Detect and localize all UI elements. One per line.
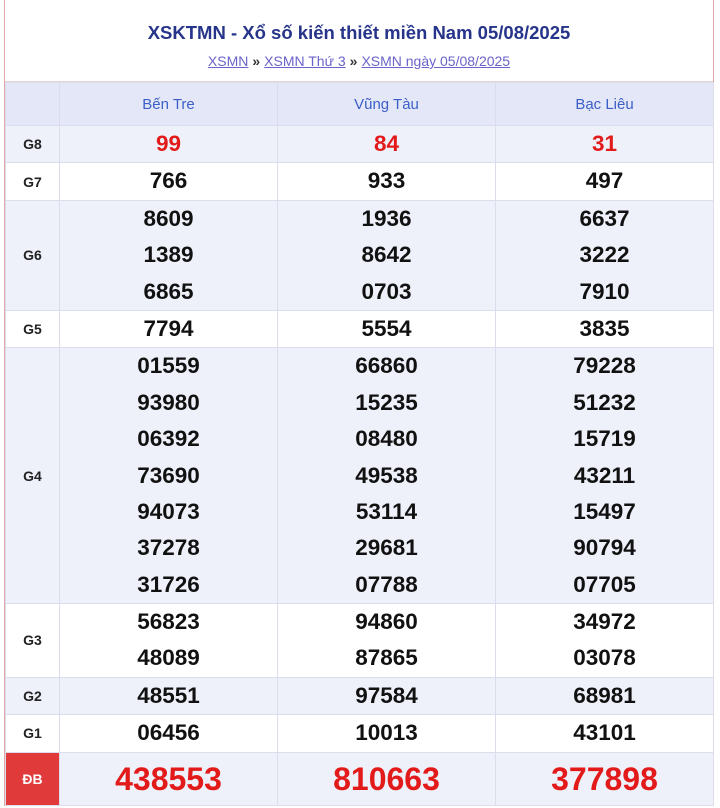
prize-cell (60, 677, 278, 714)
prize-number: 37278 (137, 535, 200, 561)
prize-number: 51232 (573, 389, 636, 415)
prize-label: G8 (6, 126, 60, 163)
prize-label: G4 (6, 348, 60, 604)
prize-cell (278, 752, 496, 805)
prize-number: 90794 (573, 535, 636, 561)
prize-number: 377898 (551, 760, 658, 797)
prize-label: ĐB (6, 752, 60, 805)
prize-cell (496, 604, 714, 678)
prize-number: 933 (367, 168, 406, 194)
province-link[interactable]: Bạc Liêu (575, 95, 634, 113)
prize-number: 84 (373, 131, 400, 156)
prize-number: 766 (149, 168, 188, 194)
prize-number: 66860 (355, 353, 418, 379)
results-table (5, 82, 714, 806)
prize-number: 6637 (579, 205, 630, 231)
prize-row (6, 126, 714, 163)
prize-cell (60, 752, 278, 805)
prize-number: 06392 (137, 426, 200, 452)
breadcrumb-separator: » (252, 53, 261, 69)
prize-cell (496, 126, 714, 163)
prize-number: 94073 (137, 498, 200, 524)
prize-number: 68981 (573, 682, 636, 708)
prize-row (6, 752, 714, 805)
prize-row (6, 604, 714, 678)
prize-number: 06456 (137, 720, 200, 746)
prize-cell (278, 715, 496, 752)
prize-number: 1389 (143, 242, 194, 268)
prize-cell (278, 126, 496, 163)
prize-number: 1936 (361, 205, 412, 231)
province-link[interactable]: Bến Tre (142, 95, 195, 113)
prize-cell (278, 348, 496, 604)
prize-cell (278, 163, 496, 200)
prize-label: G7 (6, 163, 60, 200)
province-bac-lieu[interactable] (496, 83, 714, 126)
breadcrumb-link-xsmn[interactable]: XSMN (207, 53, 249, 69)
prize-number: 15497 (573, 498, 636, 524)
prize-number: 73690 (137, 462, 200, 488)
prize-label: G5 (6, 310, 60, 347)
province-header-row (6, 83, 714, 126)
prize-row (6, 348, 714, 604)
breadcrumb-link-xsmn-date[interactable]: XSMN ngày 05/08/2025 (361, 53, 511, 69)
prize-cell (496, 752, 714, 805)
prize-number: 49538 (355, 462, 418, 488)
prize-number: 438553 (115, 760, 222, 797)
prize-number: 56823 (137, 609, 200, 635)
prize-number: 48551 (137, 682, 200, 708)
prize-cell (60, 348, 278, 604)
prize-number: 31726 (137, 571, 200, 597)
prize-row (6, 163, 714, 200)
breadcrumb (5, 52, 713, 70)
prize-number: 31 (591, 131, 618, 156)
prize-number: 0703 (361, 278, 412, 304)
prize-number: 6865 (143, 278, 194, 304)
province-ben-tre[interactable] (60, 83, 278, 126)
prize-label: G2 (6, 677, 60, 714)
prize-number: 53114 (355, 498, 418, 524)
breadcrumb-link-xsmn-thu-3[interactable]: XSMN Thứ 3 (264, 53, 346, 69)
prize-cell (496, 677, 714, 714)
prize-cell (60, 604, 278, 678)
prize-number: 3222 (579, 242, 630, 268)
prize-cell (496, 310, 714, 347)
prize-cell (60, 163, 278, 200)
results-panel (4, 0, 714, 806)
prize-number: 87865 (355, 645, 418, 671)
corner-cell (6, 83, 60, 126)
prize-cell (60, 126, 278, 163)
prize-number: 94860 (355, 609, 418, 635)
prize-number: 10013 (355, 720, 418, 746)
prize-number: 7910 (579, 278, 630, 304)
prize-number: 99 (155, 131, 182, 156)
prize-cell (496, 348, 714, 604)
prize-number: 8609 (143, 205, 194, 231)
prize-label: G3 (6, 604, 60, 678)
prize-cell (278, 604, 496, 678)
prize-number: 15719 (573, 426, 636, 452)
prize-number: 08480 (355, 426, 418, 452)
prize-cell (278, 200, 496, 310)
prize-number: 07705 (573, 571, 636, 597)
prize-number: 3835 (579, 315, 630, 341)
prize-number: 01559 (137, 353, 200, 379)
prize-number: 29681 (355, 535, 418, 561)
prize-number: 34972 (573, 609, 636, 635)
province-vung-tau[interactable] (278, 83, 496, 126)
prize-cell (496, 163, 714, 200)
prize-number: 43211 (573, 462, 636, 488)
prize-row (6, 200, 714, 310)
province-link[interactable]: Vũng Tàu (354, 95, 419, 113)
prize-number: 48089 (137, 645, 200, 671)
prize-cell (496, 715, 714, 752)
prize-cell (278, 677, 496, 714)
prize-cell (278, 310, 496, 347)
prize-number: 03078 (573, 645, 636, 671)
prize-label: G6 (6, 200, 60, 310)
prize-rows (6, 126, 714, 806)
prize-number: 15235 (355, 389, 418, 415)
prize-number: 07788 (355, 571, 418, 597)
prize-number: 7794 (143, 315, 194, 341)
prize-number: 97584 (355, 682, 418, 708)
page-title: XSKTMN - Xổ số kiến thiết miền Nam 05/08/2025 (147, 22, 571, 43)
prize-number: 810663 (333, 760, 440, 797)
breadcrumb-separator: » (349, 53, 358, 69)
prize-number: 79228 (573, 353, 636, 379)
prize-cell (60, 715, 278, 752)
prize-row (6, 677, 714, 714)
prize-number: 43101 (573, 720, 636, 746)
prize-cell (60, 310, 278, 347)
prize-number: 93980 (137, 389, 200, 415)
results-header (5, 0, 713, 82)
prize-number: 8642 (361, 242, 412, 268)
prize-row (6, 715, 714, 752)
prize-cell (496, 200, 714, 310)
prize-cell (60, 200, 278, 310)
prize-row (6, 310, 714, 347)
prize-number: 497 (585, 168, 624, 194)
prize-number: 5554 (361, 315, 412, 341)
prize-label: G1 (6, 715, 60, 752)
